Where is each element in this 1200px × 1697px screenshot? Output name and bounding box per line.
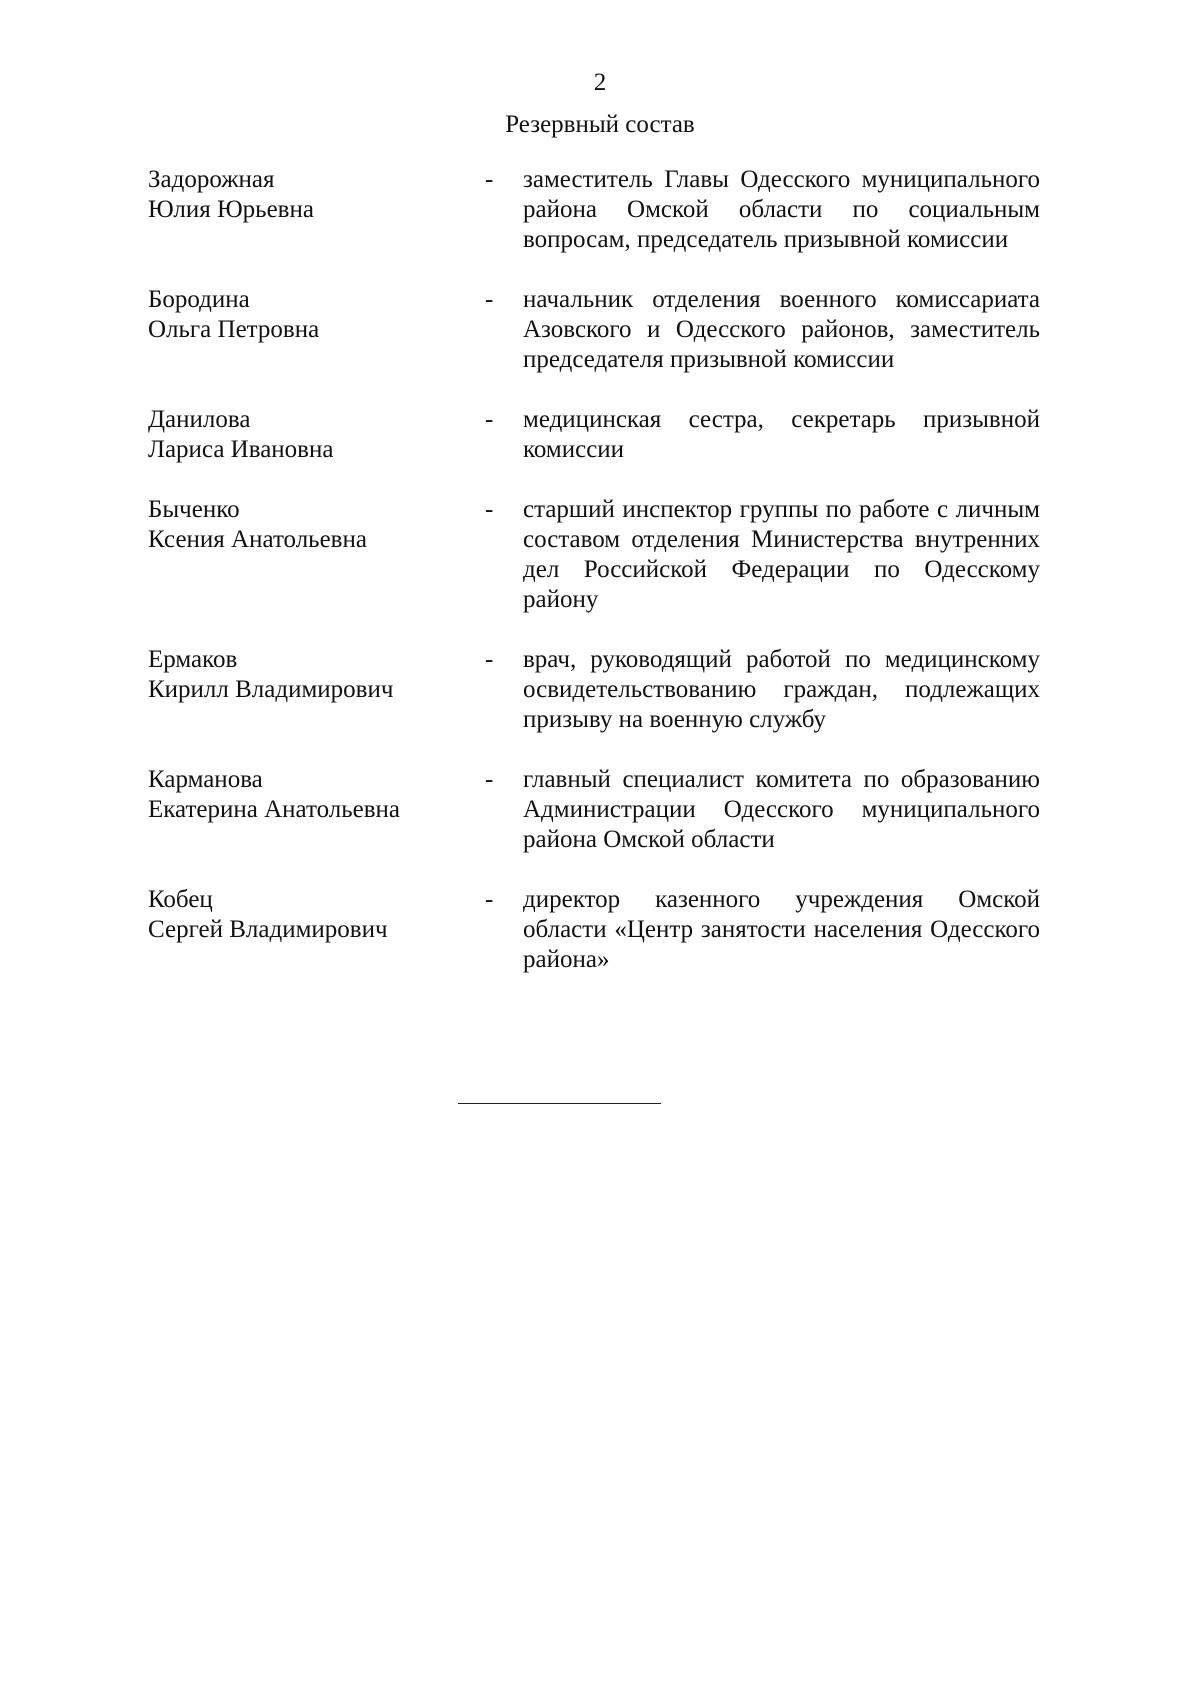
section-title: Резервный состав xyxy=(505,111,695,138)
member-name xyxy=(148,405,485,465)
member-last-name: Быченко xyxy=(148,496,240,523)
member-first-names: Ольга Петровна xyxy=(148,316,320,343)
member-entry xyxy=(148,885,1040,975)
member-last-name: Задорожная xyxy=(148,166,275,193)
member-name xyxy=(148,885,485,975)
member-last-name: Данилова xyxy=(148,406,251,433)
end-divider xyxy=(458,1103,661,1104)
member-dash: - xyxy=(485,766,494,793)
member-role: врач, руководящий работой по медицинскому освидетельствованию граждан, подлежащих призыву на военную службу xyxy=(523,646,1040,733)
member-last-name: Карманова xyxy=(148,766,263,793)
member-dash: - xyxy=(485,496,494,523)
member-entry xyxy=(148,285,1040,375)
member-name xyxy=(148,765,485,855)
member-name xyxy=(148,495,485,615)
member-name xyxy=(148,645,485,735)
member-dash: - xyxy=(485,886,494,913)
member-role: начальник отделения военного комиссариата Азовского и Одесского районов, заместитель председателя призывной комиссии xyxy=(523,286,1040,373)
member-role: медицинская сестра, секретарь призывной комиссии xyxy=(523,406,1040,463)
member-dash: - xyxy=(485,286,494,313)
member-entry xyxy=(148,165,1040,255)
member-first-names: Екатерина Анатольевна xyxy=(148,796,401,823)
member-list xyxy=(148,165,1040,1005)
member-dash: - xyxy=(485,406,494,433)
member-role: заместитель Главы Одесского муниципального района Омской области по социальным вопросам, председатель призывной комиссии xyxy=(523,166,1040,253)
member-dash: - xyxy=(485,646,494,673)
member-entry xyxy=(148,645,1040,735)
member-role: главный специалист комитета по образованию Администрации Одесского муниципального района Омской области xyxy=(523,766,1040,853)
member-first-names: Кирилл Владимирович xyxy=(148,676,394,703)
member-first-names: Сергей Владимирович xyxy=(148,916,388,943)
member-dash: - xyxy=(485,166,494,193)
member-entry xyxy=(148,495,1040,615)
member-last-name: Кобец xyxy=(148,886,213,913)
member-first-names: Юлия Юрьевна xyxy=(148,196,314,223)
member-first-names: Ксения Анатольевна xyxy=(148,526,367,553)
member-name xyxy=(148,285,485,375)
member-last-name: Ермаков xyxy=(148,646,238,673)
member-name xyxy=(148,165,485,255)
member-last-name: Бородина xyxy=(148,286,250,313)
member-entry xyxy=(148,405,1040,465)
member-first-names: Лариса Ивановна xyxy=(148,436,334,463)
member-entry xyxy=(148,765,1040,855)
member-role: старший инспектор группы по работе с личным составом отделения Министерства внутренних дел Российской Федерации по Одесскому району xyxy=(523,496,1040,613)
member-role: директор казенного учреждения Омской области «Центр занятости населения Одесского района» xyxy=(523,886,1040,973)
page-number: 2 xyxy=(593,69,607,96)
